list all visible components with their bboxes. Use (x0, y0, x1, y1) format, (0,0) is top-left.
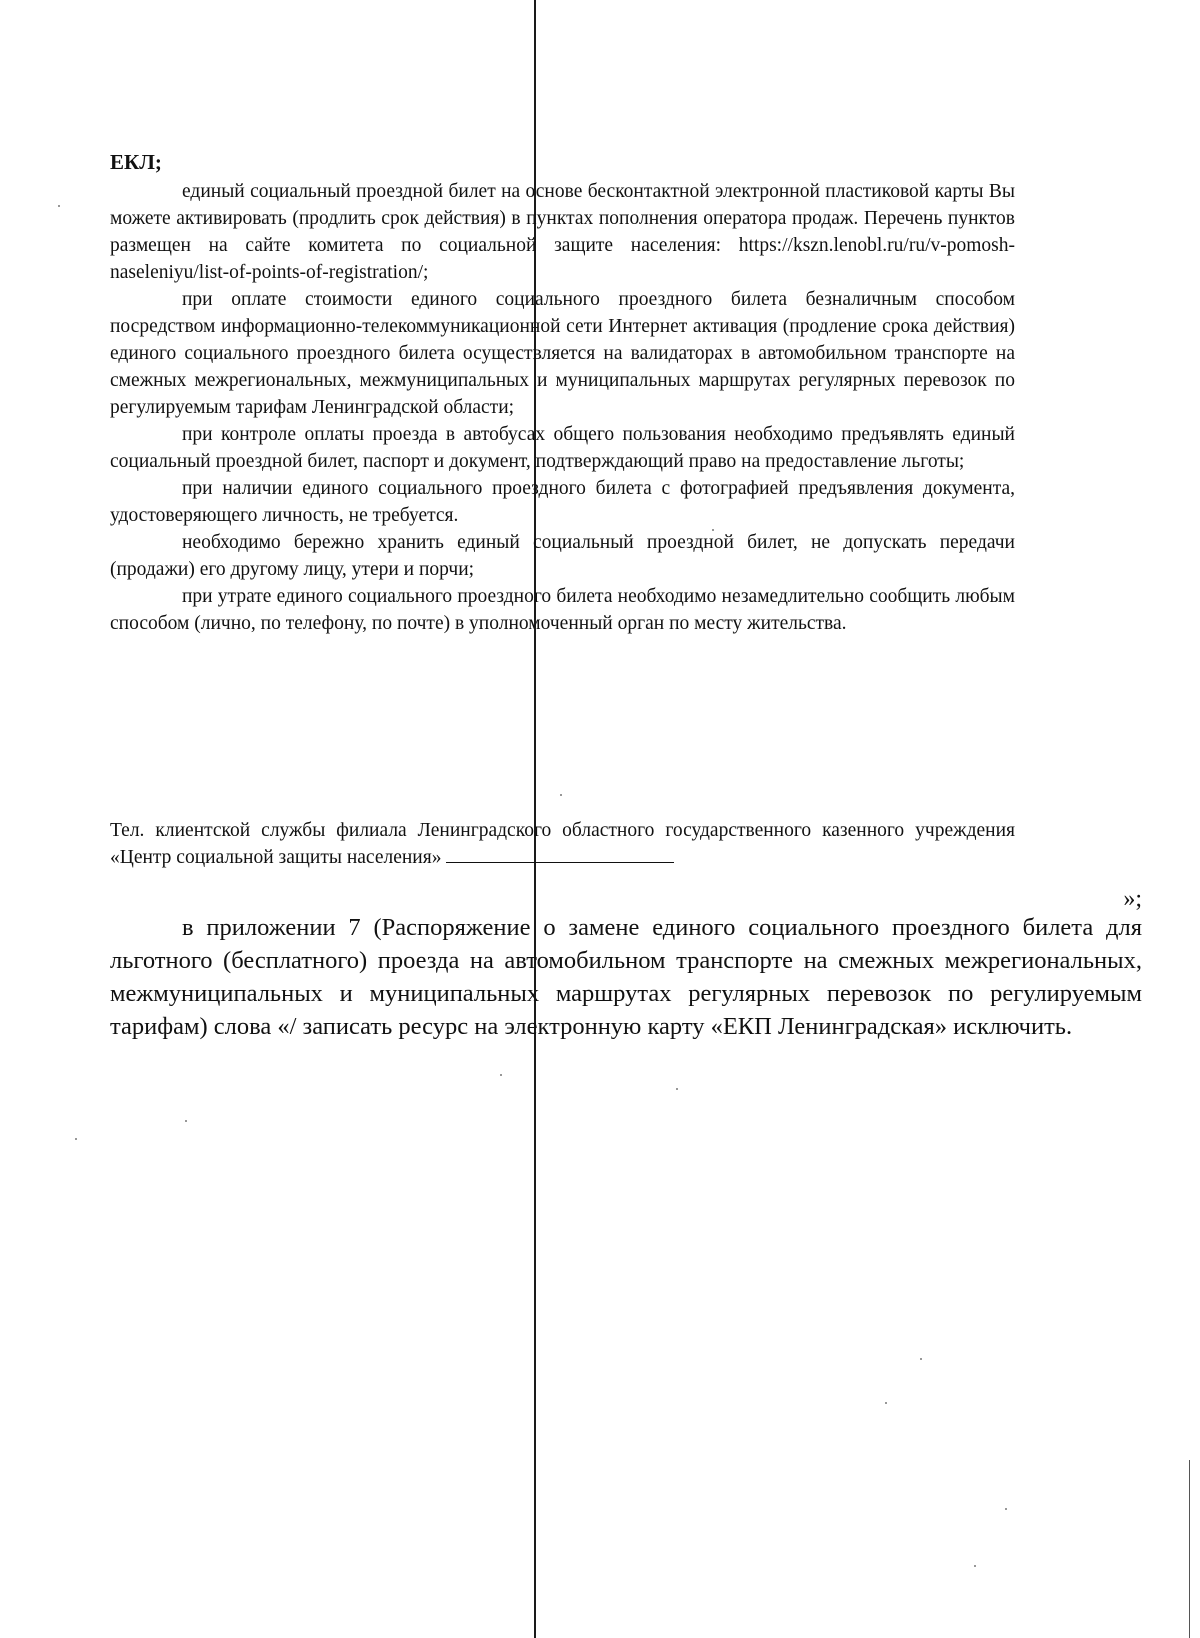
scan-speck (500, 1074, 502, 1076)
paragraph-activation: единый социальный проездной билет на основе бесконтактной электронной пластиковой карты Вы можете активировать (продлить срок действия) в пунктах пополнения оператора продаж. Перечень пунктов размещен на сайте комитета по социальной защите населения: https://kszn.lenobl.ru/ru/v-pomosh-naseleniyu/list-of-points-of-registration/; (110, 181, 1015, 283)
amendment-paragraph: в приложении 7 (Распоряжение о замене единого социального проездного билета для льготного (бесплатного) проезда на автомобильном транспорте на смежных межрегиональных, межмуниципальных и муниципальных маршрутах регулярных перевозок по регулируемым тарифам) слова «/ записать ресурс на электронную карту «ЕКП Ленинградская» исключить. (110, 914, 1142, 1040)
scan-speck (185, 1120, 187, 1122)
scan-speck (885, 1402, 887, 1404)
scan-speck (974, 1565, 976, 1567)
paragraph-storage: необходимо бережно хранить единый социальный проездной билет, не допускать передачи (продажи) его другому лицу, утери и порчи; (110, 532, 1015, 580)
instructions-body (110, 178, 1015, 637)
heading-ekl: ЕКЛ; (110, 150, 162, 174)
phone-line (110, 817, 1015, 871)
scan-speck (676, 1088, 678, 1090)
paragraph-loss: при утрате единого социального проездного билета необходимо незамедлительно сообщить любым способом (лично, по телефону, по почте) в уполномоченный орган по месту жительства. (110, 586, 1015, 634)
scan-speck (58, 205, 60, 207)
scan-edge-line (1189, 1460, 1190, 1638)
scan-speck (1005, 1508, 1007, 1510)
scan-speck (75, 1138, 77, 1140)
closing-quote: »; (1123, 886, 1142, 912)
paragraph-photo-ticket: при наличии единого социального проездного билета с фотографией предъявления документа, удостоверяющего личность, не требуется. (110, 478, 1015, 526)
paragraph-online-payment: при оплате стоимости единого социального проездного билета безналичным способом посредством информационно-телекоммуникационной сети Интернет активация (продление срока действия) единого социального проездного билета осуществляется на валидаторах в автомобильном транспорте на смежных межрегиональных, межмуниципальных и муниципальных маршрутах регулярных перевозок по регулируемым тарифам Ленинградской области; (110, 289, 1015, 418)
scan-speck (920, 1358, 922, 1360)
fill-in-line (446, 844, 674, 863)
paragraph-fare-control: при контроле оплаты проезда в автобусах общего пользования необходимо предъявлять единый социальный проездной билет, паспорт и документ, подтверждающий право на предоставление льготы; (110, 424, 1015, 472)
scan-speck (560, 794, 562, 796)
phone-line-text: Тел. клиентской службы филиала Ленинградского областного государственного казенного учреждения «Центр социальной защиты населения» (110, 820, 1015, 868)
